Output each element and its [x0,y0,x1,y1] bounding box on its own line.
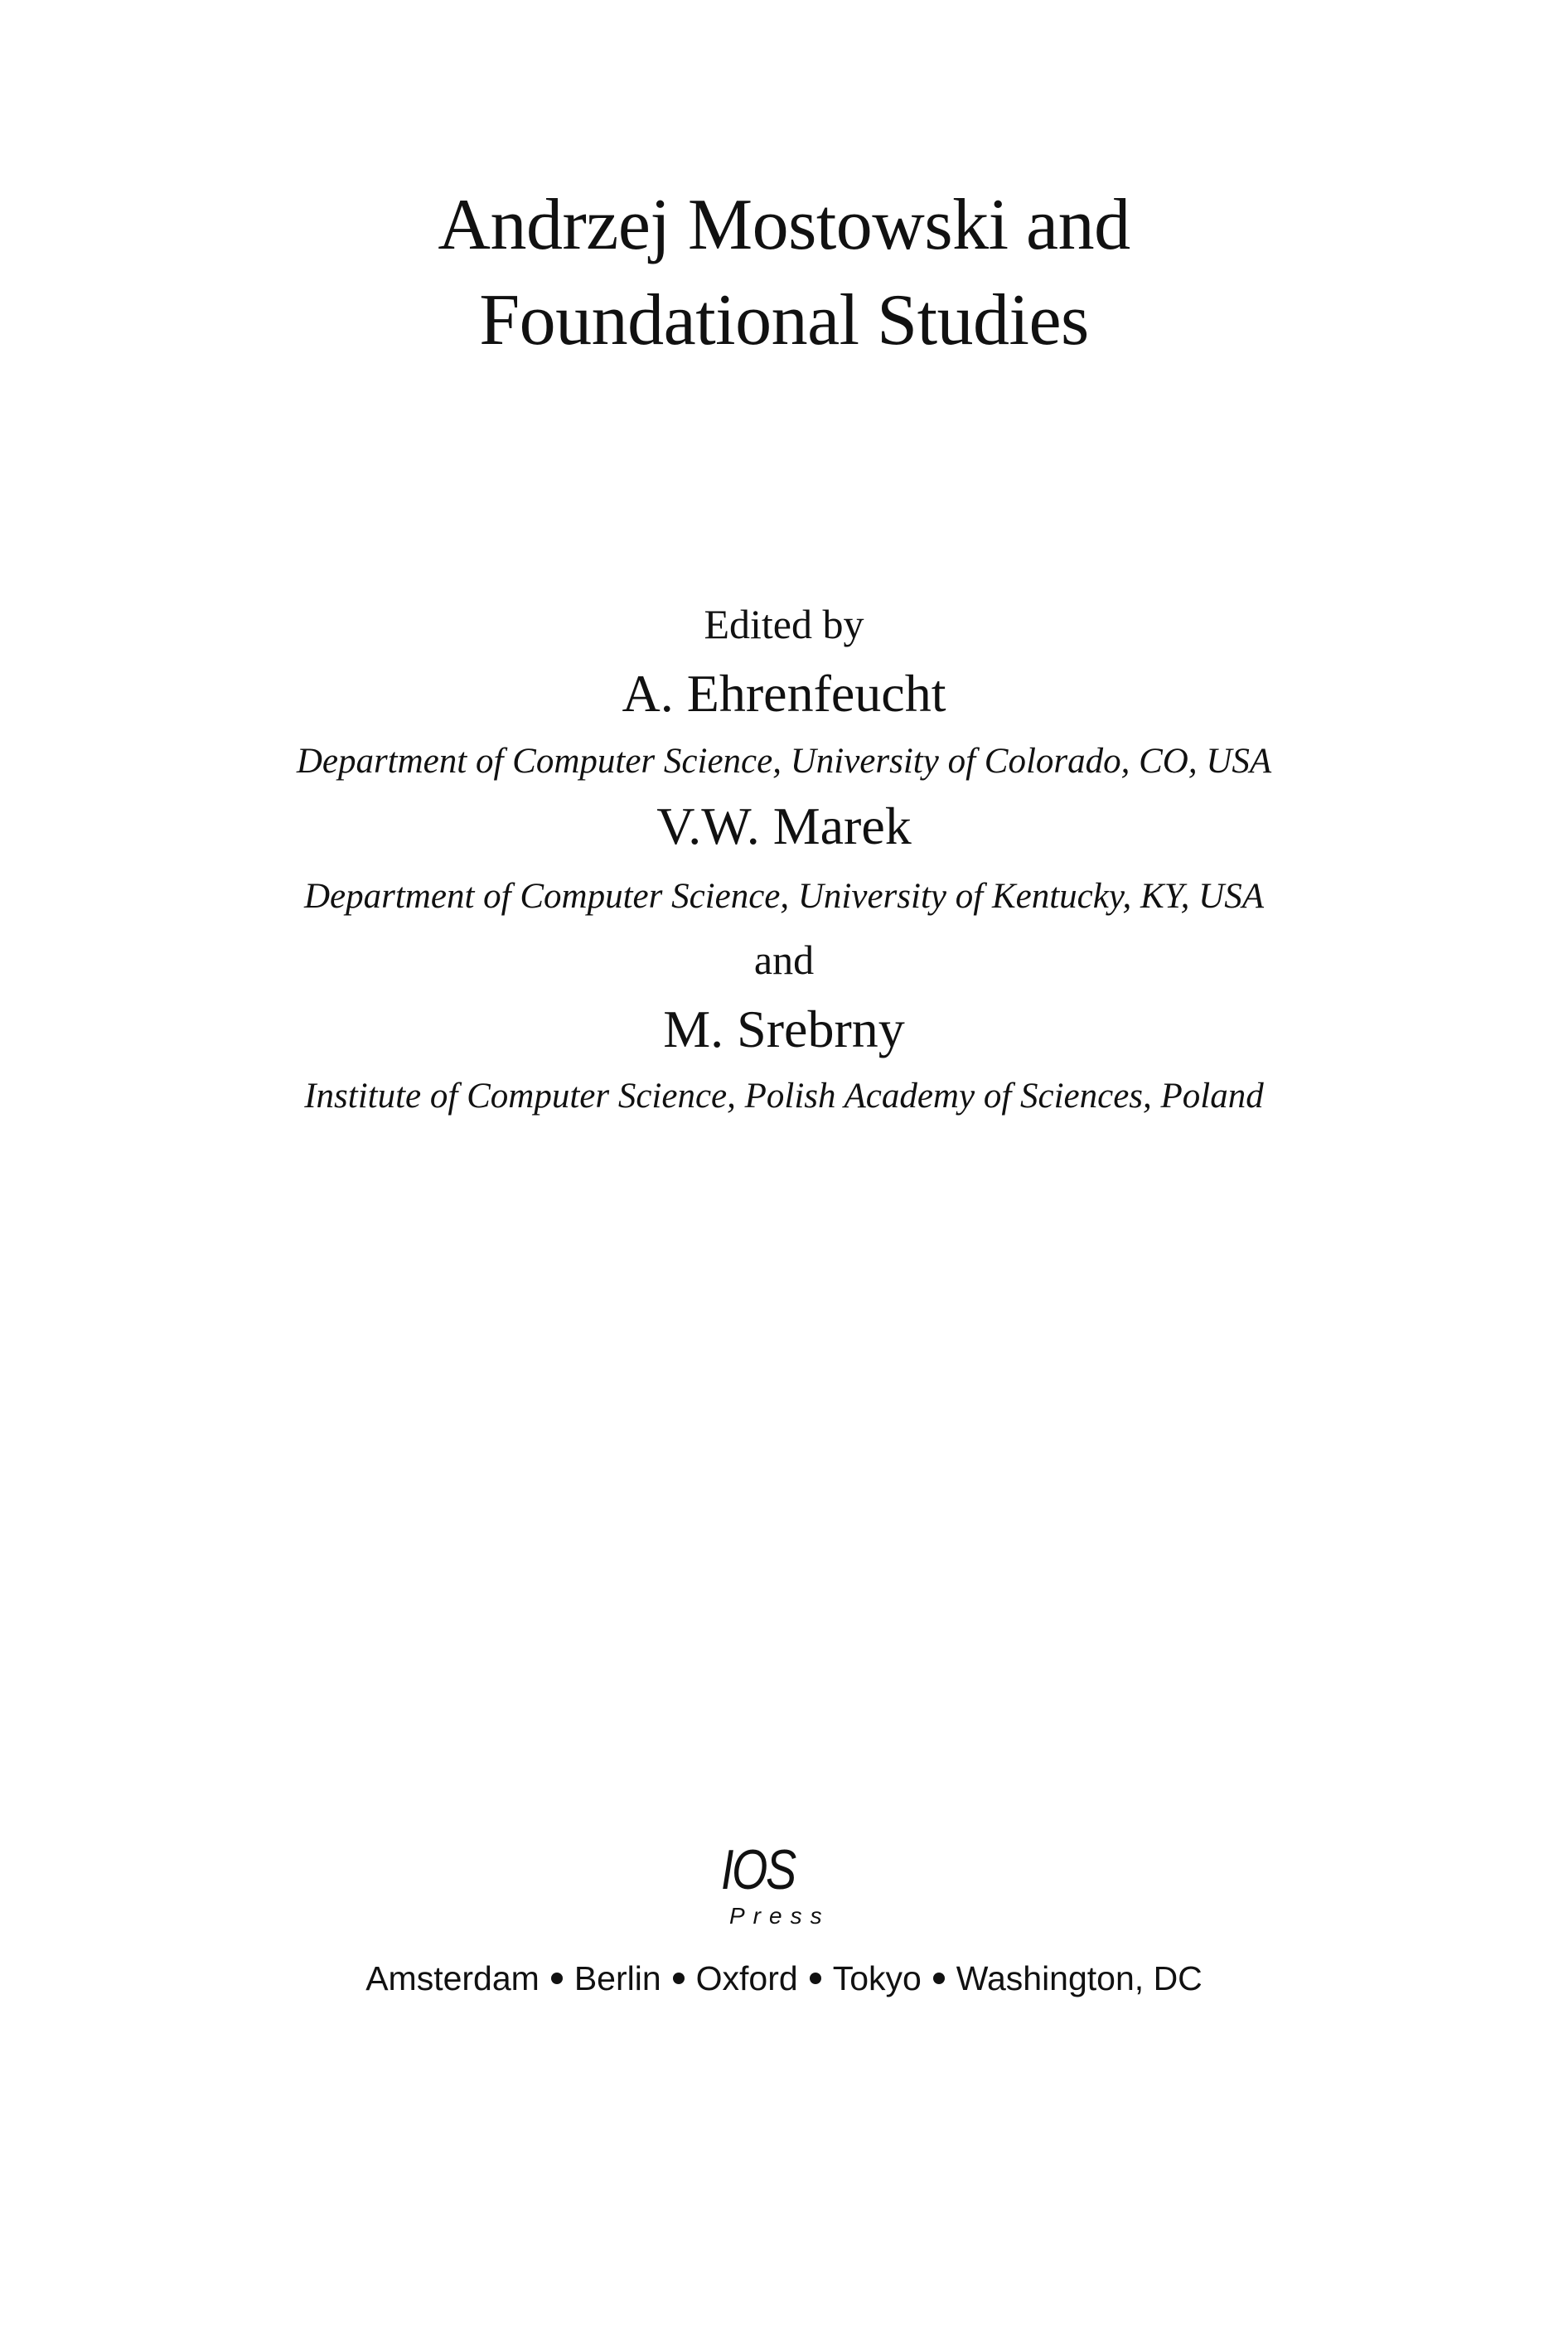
city-amsterdam: Amsterdam [365,1959,540,1997]
city-oxford: Oxford [695,1959,798,1997]
editor-affiliation-2: Department of Computer Science, University of Kentucky, KY, USA [303,877,1265,916]
book-title-line-2: Foundational Studies [479,280,1089,361]
city-berlin: Berlin [573,1959,661,1997]
bullet-separator [673,1973,685,1984]
and-label: and [753,937,815,983]
publisher-cities [0,1958,1568,1999]
bullet-separator [933,1973,945,1984]
publisher-logo-subtext: Press [729,1903,830,1929]
editor-name-3: M. Srebrny [663,1000,905,1058]
editor-affiliation-1: Department of Computer Science, University of Colorado, CO, USA [296,742,1272,781]
city-washington-dc: Washington, DC [956,1959,1203,1997]
bullet-separator [810,1973,821,1984]
editor-name-2: V.W. Marek [656,796,912,855]
edited-by-label: Edited by [704,601,864,647]
book-title-line-1: Andrzej Mostowski and [438,185,1130,265]
editor-affiliation-3: Institute of Computer Science, Polish Academy of Sciences, Poland [304,1077,1264,1116]
bullet-separator [551,1973,563,1984]
city-tokyo: Tokyo [832,1959,922,1997]
editor-name-1: A. Ehrenfeucht [622,664,946,723]
ios-press-logo [701,1840,850,1939]
publisher-logo-mark: IOS [721,1838,795,1901]
